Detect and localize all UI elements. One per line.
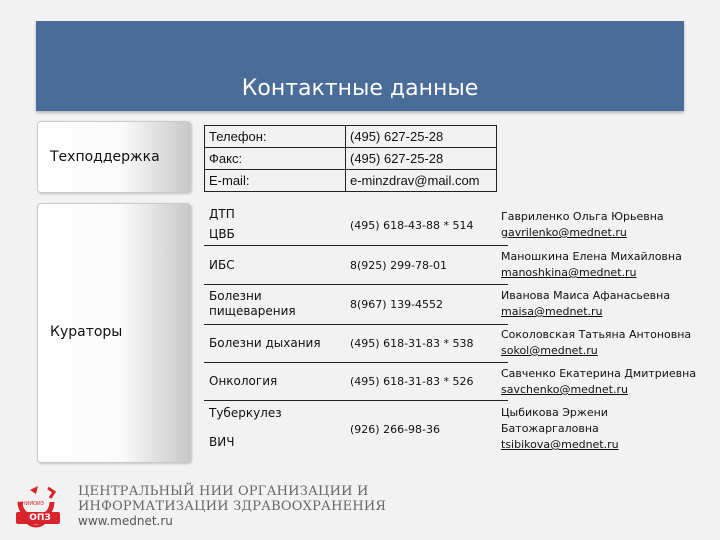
topic-hiv: ВИЧ [209, 435, 235, 449]
support-table-right [496, 125, 497, 192]
curator-email-link[interactable]: gavrilenko@mednet.ru [501, 226, 627, 239]
topic-respiratory: Болезни дыхания [209, 336, 321, 350]
curator-phone: (495) 618-43-88 * 514 [350, 219, 474, 232]
curators-table-divider [204, 245, 508, 246]
curator-phone: (495) 618-31-83 * 538 [350, 337, 474, 350]
logo-text: ОПЗ [29, 513, 51, 523]
curator-phone: 8(925) 299-78-01 [350, 259, 448, 272]
support-label-box [37, 121, 191, 193]
support-label: Техподдержка [50, 149, 160, 165]
support-table-top [204, 125, 497, 126]
support-fax-value: (495) 627-25-28 [350, 151, 444, 166]
curators-table-divider [204, 284, 508, 285]
organization-name-line2: ИНФОРМАТИЗАЦИИ ЗДРАВООХРАНЕНИЯ [78, 499, 387, 514]
curator-name: Соколовская Татьяна Антоновна [501, 328, 692, 341]
curators-label: Кураторы [50, 324, 123, 340]
curator-name: Савченко Екатерина Дмитриевна [501, 367, 697, 380]
support-fax-label: Факс: [209, 151, 243, 166]
page-title: Контактные данные [241, 76, 479, 101]
curator-name-line1: Цыбикова Эржени [501, 406, 608, 419]
logo-caption: ЦНИИОИЗ [18, 501, 45, 507]
curators-table-divider [204, 324, 508, 325]
curators-table-divider [204, 362, 508, 363]
support-table-row-divider [204, 147, 497, 148]
logo-graphic [10, 484, 72, 532]
curators-table-divider [204, 400, 508, 401]
website-link[interactable]: www.mednet.ru [78, 514, 173, 528]
support-email-label: E-mail: [209, 173, 250, 188]
curator-phone: (495) 618-31-83 * 526 [350, 375, 474, 388]
topic-oncology: Онкология [209, 374, 278, 388]
support-email-value[interactable]: e-minzdrav@mail.com [350, 173, 480, 188]
topic-dtp: ДТП [209, 207, 235, 221]
curator-email-link[interactable]: sokol@mednet.ru [501, 344, 598, 357]
support-phone-label: Телефон: [209, 129, 267, 144]
topic-ibs: ИБС [209, 258, 235, 272]
topic-tuberculosis: Туберкулез [209, 406, 282, 420]
support-table-bottom [204, 191, 497, 192]
curator-name-line2: Батожаргаловна [501, 422, 599, 435]
curator-email-link[interactable]: savchenko@mednet.ru [501, 383, 628, 396]
support-table-left [204, 125, 205, 192]
topic-cvb: ЦВБ [209, 227, 235, 241]
topic-digestion: Болезни пищеварения [209, 289, 296, 318]
support-table-mid [345, 125, 346, 192]
organization-name-line1: ЦЕНТРАЛЬНЫЙ НИИ ОРГАНИЗАЦИИ И [78, 484, 369, 499]
curator-email-link[interactable]: manoshkina@mednet.ru [501, 266, 637, 279]
header-banner [36, 21, 684, 111]
curator-name: Маношкина Елена Михайловна [501, 250, 682, 263]
support-table-row-divider [204, 169, 497, 170]
organization-logo [10, 484, 72, 532]
curator-name: Иванова Маиса Афанасьевна [501, 289, 671, 302]
curator-name: Гавриленко Ольга Юрьевна [501, 210, 664, 223]
curator-email-link[interactable]: maisa@mednet.ru [501, 305, 603, 318]
curator-phone: (926) 266-98-36 [350, 423, 441, 436]
curator-phone: 8(967) 139-4552 [350, 298, 444, 311]
curator-email-link[interactable]: tsibikova@mednet.ru [501, 438, 619, 451]
curators-label-box [37, 203, 191, 463]
support-phone-value: (495) 627-25-28 [350, 129, 444, 144]
